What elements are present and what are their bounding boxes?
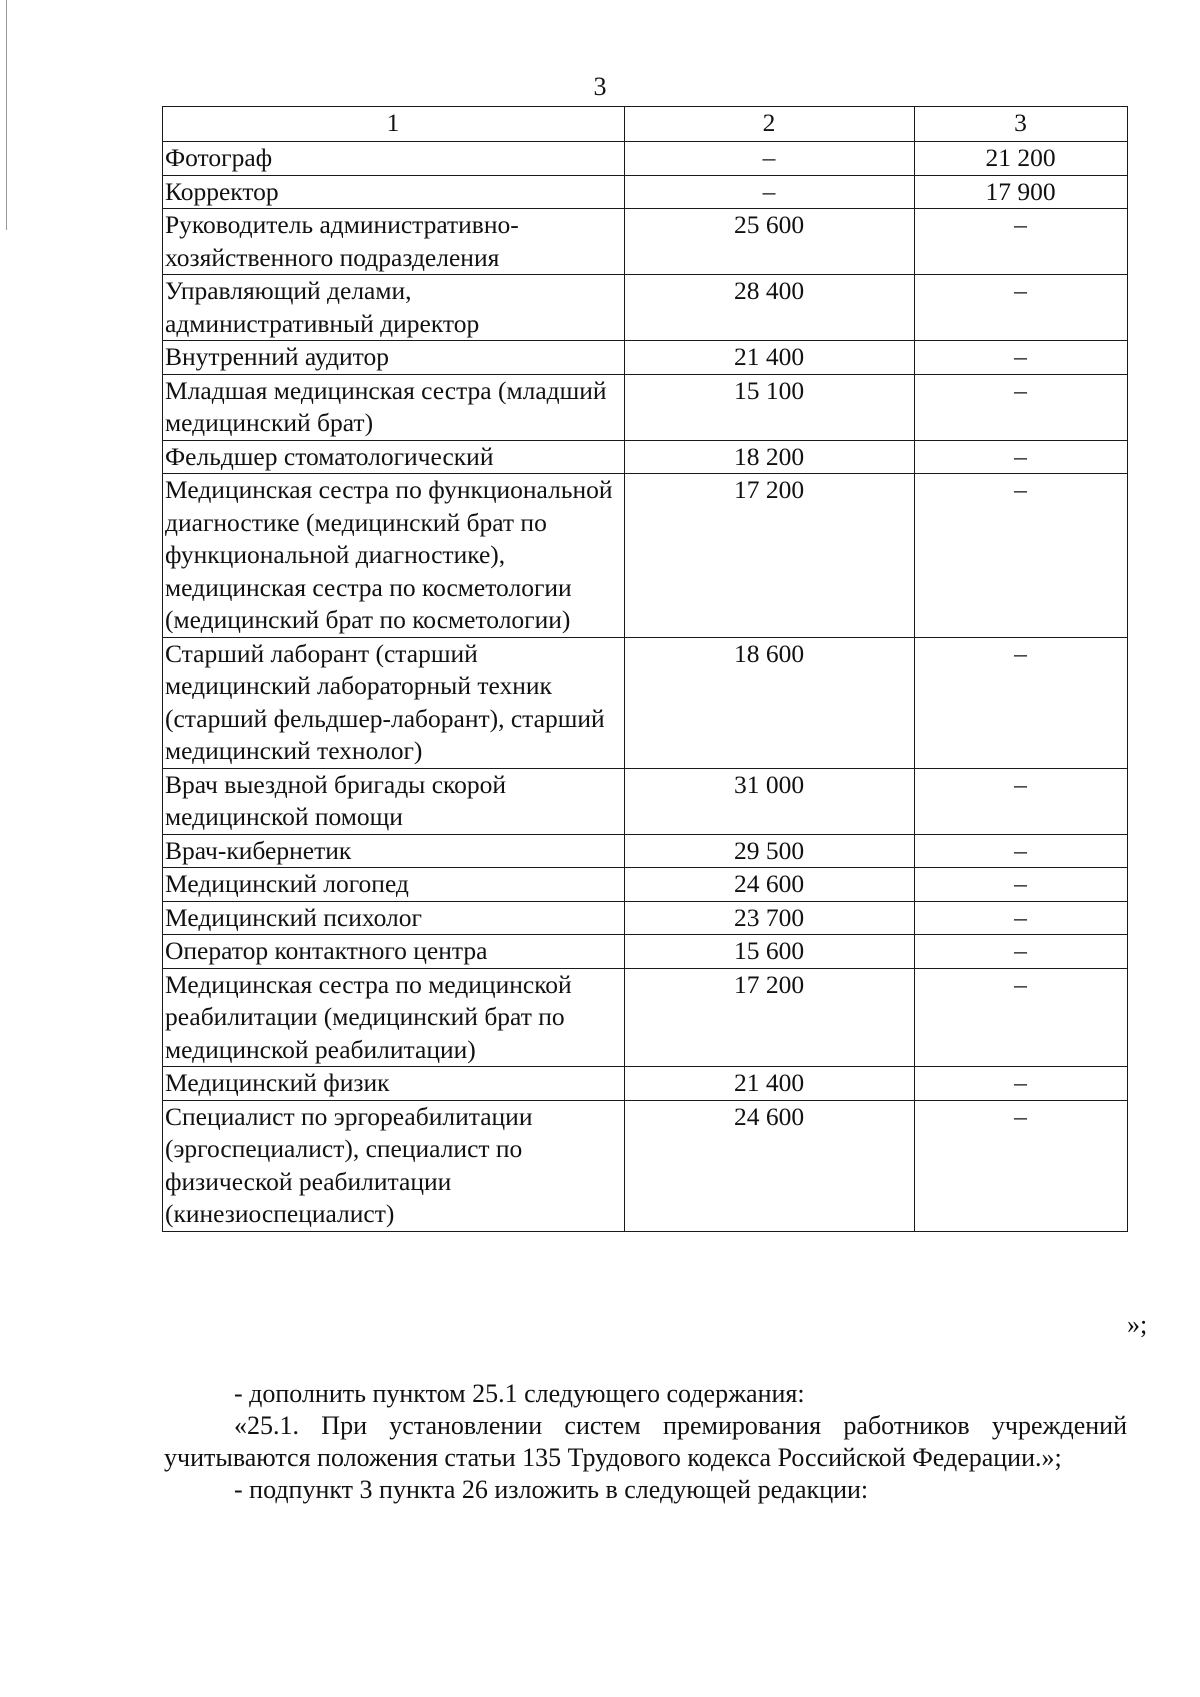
table-row <box>163 142 1128 176</box>
table-row <box>163 768 1128 834</box>
value-cell: 21 200 <box>915 142 1128 176</box>
salary-table <box>162 106 1128 1232</box>
table-row <box>163 901 1128 935</box>
value-cell: – <box>915 768 1128 834</box>
value-cell: – <box>915 1067 1128 1101</box>
position-cell: Внутренний аудитор <box>163 341 625 375</box>
scan-margin-line <box>6 0 7 230</box>
value-cell: – <box>915 868 1128 902</box>
value-cell: 25 600 <box>625 209 915 275</box>
value-cell: 15 600 <box>625 935 915 969</box>
value-cell: 17 200 <box>625 474 915 638</box>
position-cell: Управляющий делами, административный директор <box>163 275 625 341</box>
paragraph-quoted-item: «25.1. При установлении систем премирования работников учреждений учитываются положения статьи 135 Трудового кодекса Российской Федерации.»; <box>164 1411 1127 1472</box>
value-cell: 21 400 <box>625 1067 915 1101</box>
value-cell: 28 400 <box>625 275 915 341</box>
table-row <box>163 474 1128 638</box>
table-row <box>163 868 1128 902</box>
paragraph-subitem: - подпункт 3 пункта 26 изложить в следующей редакции: <box>234 1475 869 1504</box>
table-row <box>163 1100 1128 1231</box>
value-cell: – <box>915 209 1128 275</box>
position-cell: Медицинский физик <box>163 1067 625 1101</box>
value-cell: – <box>915 637 1128 768</box>
value-cell: 23 700 <box>625 901 915 935</box>
value-cell: 31 000 <box>625 768 915 834</box>
column-header: 1 <box>163 107 625 142</box>
position-cell: Врач-кибернетик <box>163 834 625 868</box>
table-row <box>163 637 1128 768</box>
position-cell: Медицинский логопед <box>163 868 625 902</box>
value-cell: 17 200 <box>625 968 915 1067</box>
value-cell: – <box>915 901 1128 935</box>
table-row <box>163 1067 1128 1101</box>
table-row <box>163 209 1128 275</box>
position-cell: Специалист по эргореабилитации (эргоспециалист), специалист по физической реабилитации (кинезиоспециалист) <box>163 1100 625 1231</box>
value-cell: – <box>625 142 915 176</box>
table-row <box>163 834 1128 868</box>
paragraph-add-item: - дополнить пунктом 25.1 следующего содержания: <box>234 1379 805 1408</box>
value-cell: 21 400 <box>625 341 915 375</box>
value-cell: 15 100 <box>625 374 915 440</box>
table-row <box>163 968 1128 1067</box>
value-cell: – <box>915 341 1128 375</box>
value-cell: – <box>915 440 1128 474</box>
table-row <box>163 935 1128 969</box>
value-cell: 24 600 <box>625 868 915 902</box>
position-cell: Фельдшер стоматологический <box>163 440 625 474</box>
table-header-row <box>163 107 1128 142</box>
page-number: 3 <box>593 72 607 101</box>
value-cell: 17 900 <box>915 175 1128 209</box>
table-closing-quote: »; <box>1127 1310 1148 1339</box>
value-cell: 18 600 <box>625 637 915 768</box>
position-cell: Руководитель административно-хозяйственного подразделения <box>163 209 625 275</box>
position-cell: Врач выездной бригады скорой медицинской помощи <box>163 768 625 834</box>
position-cell: Старший лаборант (старший медицинский лабораторный техник (старший фельдшер-лаборант), старший медицинский технолог) <box>163 637 625 768</box>
value-cell: – <box>915 275 1128 341</box>
table-row <box>163 275 1128 341</box>
value-cell: 18 200 <box>625 440 915 474</box>
table-row <box>163 175 1128 209</box>
value-cell: 29 500 <box>625 834 915 868</box>
table-row <box>163 440 1128 474</box>
table-row <box>163 374 1128 440</box>
amendment-text <box>164 1378 1127 1506</box>
position-cell: Оператор контактного центра <box>163 935 625 969</box>
value-cell: – <box>915 834 1128 868</box>
position-cell: Младшая медицинская сестра (младший медицинский брат) <box>163 374 625 440</box>
value-cell: – <box>915 474 1128 638</box>
value-cell: 24 600 <box>625 1100 915 1231</box>
value-cell: – <box>625 175 915 209</box>
position-cell: Медицинский психолог <box>163 901 625 935</box>
value-cell: – <box>915 374 1128 440</box>
column-header: 3 <box>915 107 1128 142</box>
table-row <box>163 341 1128 375</box>
value-cell: – <box>915 935 1128 969</box>
position-cell: Медицинская сестра по медицинской реабилитации (медицинский брат по медицинской реабилитации) <box>163 968 625 1067</box>
value-cell: – <box>915 968 1128 1067</box>
position-cell: Фотограф <box>163 142 625 176</box>
position-cell: Корректор <box>163 175 625 209</box>
column-header: 2 <box>625 107 915 142</box>
value-cell: – <box>915 1100 1128 1231</box>
position-cell: Медицинская сестра по функциональной диагностике (медицинский брат по функциональной диагностике), медицинская сестра по косметологии (медицинский брат по косметологии) <box>163 474 625 638</box>
